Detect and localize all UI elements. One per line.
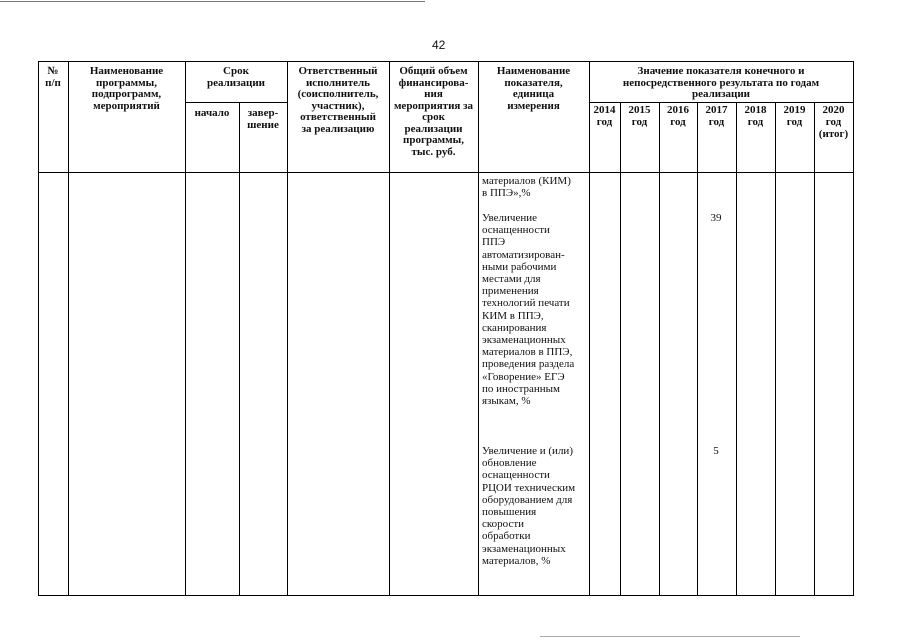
header-year-2015: 2015 год <box>628 104 651 128</box>
header-indicator-values: Значение показателя конечного и непосредственного результата по годам реализации <box>622 65 820 100</box>
header-funding: Общий объем финансирова- ния мероприятия за срок реализации программы, тыс. руб. <box>393 65 474 158</box>
indicator-cell: Увеличение оснащенности ППЭ автоматизирован- ными рабочими местами для применения технологий печати КИМ в ППЭ, сканирования экзаменационных материалов в ППЭ, проведения раздела «Говорение» ЕГЭ по иностранным языкам, % <box>482 212 575 408</box>
grid-line <box>659 102 660 595</box>
header-year-2020: 2020 год (итог) <box>818 104 849 140</box>
header-responsible: Ответственный исполнитель (соисполнитель, участник), ответственный за реализацию <box>297 65 379 135</box>
header-indicator-name: Наименование показателя, единица измерения <box>496 65 571 112</box>
grid-line <box>38 61 854 62</box>
header-year-2016: 2016 год <box>667 104 689 128</box>
grid-line <box>38 61 39 595</box>
page-number: 42 <box>432 38 446 52</box>
grid-line <box>853 61 854 595</box>
header-year-2017: 2017 год <box>705 104 728 128</box>
grid-line <box>287 61 288 595</box>
header-period: Срок реализации <box>206 65 266 89</box>
indicator-cell: Увеличение и (или) обновление оснащенности РЦОИ техническим оборудованием для повышения скорости обработки экзаменационных материалов, % <box>482 445 576 567</box>
header-start: начало <box>194 107 230 119</box>
grid-line <box>185 102 287 103</box>
grid-line <box>478 61 479 595</box>
value-2017: 39 <box>710 212 722 224</box>
grid-line <box>239 102 240 595</box>
bottom-scan-line <box>540 636 800 637</box>
grid-line <box>736 102 737 595</box>
grid-line <box>38 595 854 596</box>
grid-line <box>185 61 186 595</box>
value-2017: 5 <box>713 445 719 457</box>
header-year-2019: 2019 год <box>783 104 806 128</box>
header-number: № п/п <box>45 65 61 89</box>
header-year-2018: 2018 год <box>744 104 767 128</box>
grid-line <box>775 102 776 595</box>
grid-line <box>620 102 621 595</box>
header-end: завер- шение <box>247 107 279 131</box>
header-year-2014: 2014 год <box>593 104 616 128</box>
grid-line <box>38 172 854 173</box>
grid-line <box>697 102 698 595</box>
grid-line <box>589 102 854 103</box>
grid-line <box>68 61 69 595</box>
top-border-line <box>0 1 425 2</box>
header-program-name: Наименование программы, подпрограмм, мероприятий <box>89 65 164 112</box>
grid-line <box>814 102 815 595</box>
indicator-cell: материалов (КИМ) в ППЭ»,% <box>482 175 571 200</box>
